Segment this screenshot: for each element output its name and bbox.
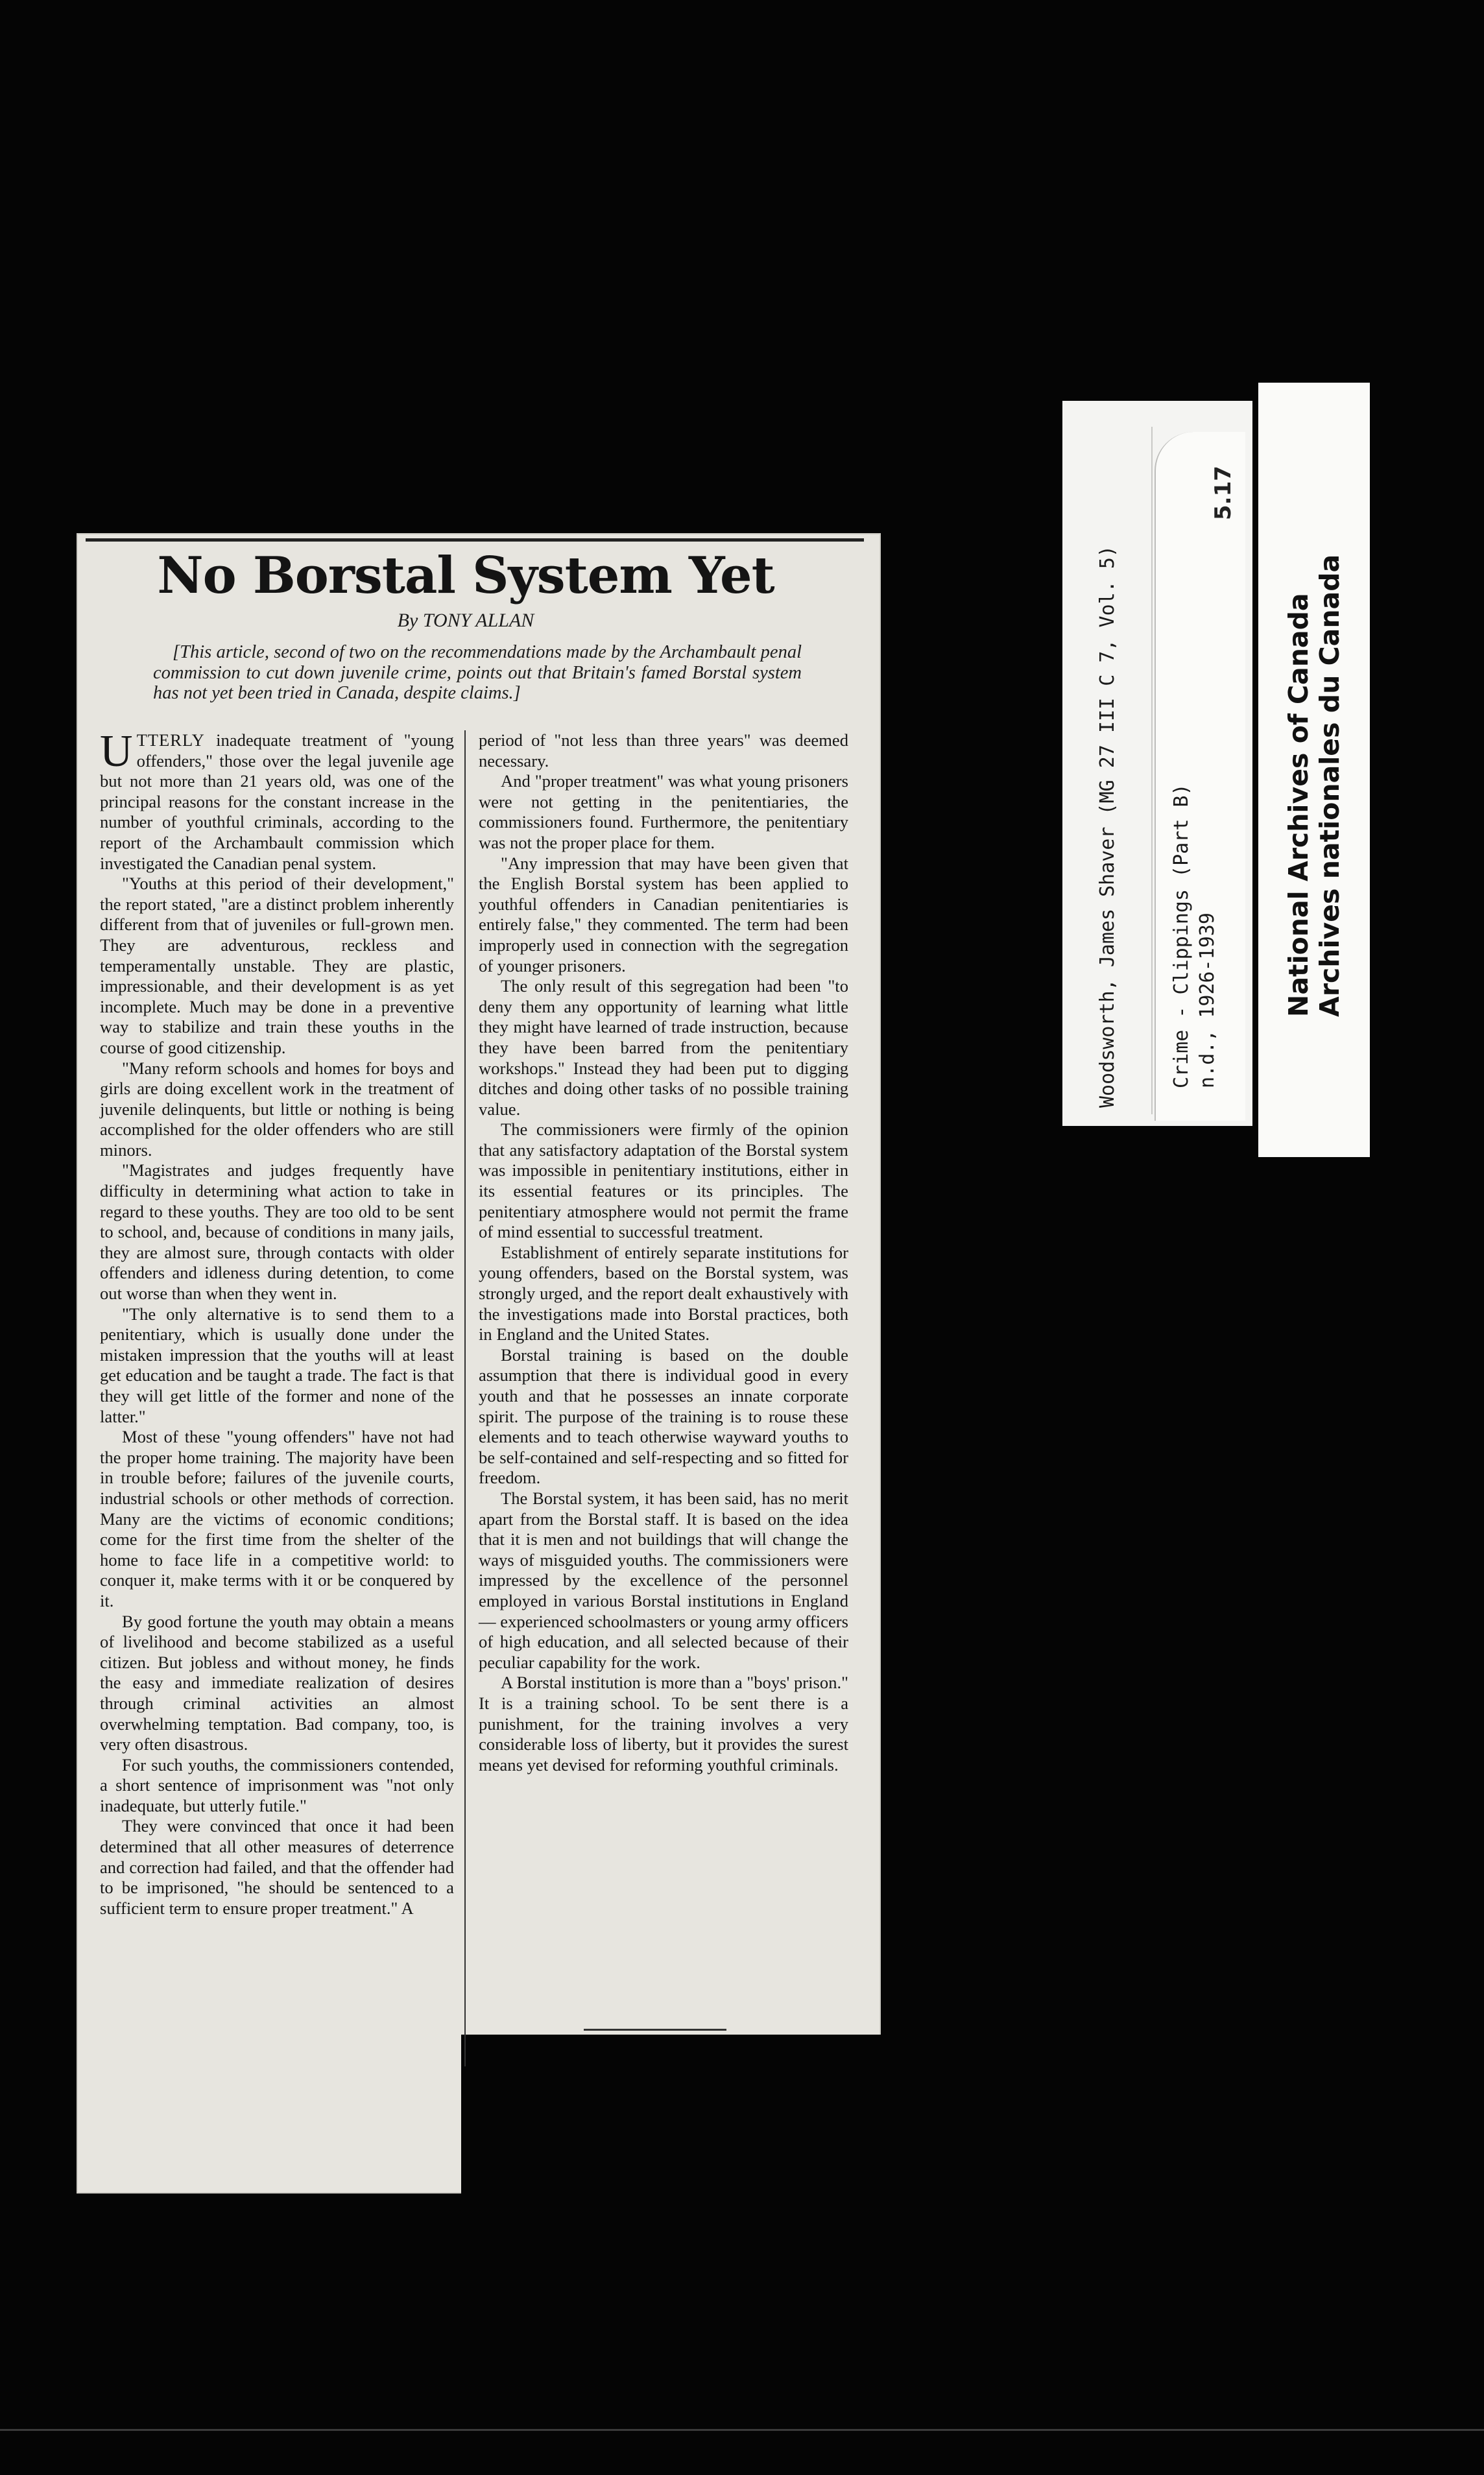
article-paragraph: "Youths at this period of their development," the report stated, "are a distinct problem inherently different from that of juveniles or full-grown men. They are adventurous, reckless and temperamentally unstable. They are plastic, impressionable, and their development is as yet incomplete. Much may be done in a preventive way to stabilize and train these youths in the course of good citizenship. [100, 874, 454, 1057]
article-paragraph: "The only alternative is to send them to a penitentiary, which is usually done under the mistaken impression that the youths will at least get education and be taught a trade. The fact is that they will get little of the former and none of the latter." [100, 1304, 454, 1426]
series-description [1169, 634, 1221, 1088]
article-paragraph: The Borstal system, it has been said, has no merit apart from the Borstal staff. It is based on the idea that it is men and not buildings that will change the ways of misguided youths. The commissioners were impressed by the excellence of the personnel employed in various Borstal institutions in England — experienced schoolmasters or young army officers of high education, and all selected because of their peculiar capability for the work. [479, 1488, 848, 1672]
column-rule [464, 730, 466, 2066]
article-column-1 [100, 726, 454, 1919]
article-paragraph: Establishment of entirely separate institutions for young offenders, based on the Borstal system, was strongly urged, and the report dealt exhaustively with the investigations made into Borstal practices, both in England and the United States. [479, 1242, 848, 1345]
drop-cap: U [100, 726, 133, 776]
institution-card [1258, 383, 1370, 1157]
article-headline: No Borstal System Yet [157, 546, 774, 605]
scan-edge-line [0, 2429, 1484, 2431]
article-paragraph: The only result of this segregation had been "to deny them any opportunity of learning what little they might have learned of trade instruction, because they have been barred from the penitentiary workshops." Instead they had been put to digging ditches and doing other tasks of no possible training value. [479, 976, 848, 1119]
article-paragraph: "Many reform schools and homes for boys and girls are doing excellent work in the treatment of juvenile delinquents, but little or nothing is being accomplished for the older offenders who are still minors. [100, 1058, 454, 1160]
article-deck: [This article, second of two on the recommendations made by the Archambault penal commission to cut down juvenile crime, points out that Britain's famed Borstal system has not yet been tried in Canada, despite claims.] [153, 642, 802, 703]
article-byline: By TONY ALLAN [397, 610, 534, 631]
article-paragraph: Borstal training is based on the double assumption that there is individual good in every youth and that he possesses an innate corporate spirit. The purpose of the training is to rouse these elements and to teach otherwise wayward youths to be self-contained and self-respecting and so fitted for freedom. [479, 1345, 848, 1488]
article-paragraph: A Borstal institution is more than a "boys' prison." It is a training school. To be sent there is a punishment, for the training involves a very considerable loss of liberty, but it provides the surest means yet devised for reforming youthful criminals. [479, 1673, 848, 1775]
article-paragraph: "Any impression that may have been given that the English Borstal system has been applied to youthful offenders in Canadian penitentiaries is entirely false," they commented. The term had been improperly used in connection with the segregation of younger prisoners. [479, 853, 848, 975]
article-paragraph: They were convinced that once it had been determined that all other measures of deterrence and correction had failed, and that the offender had to be imprisoned, "he should be sentenced to a sufficient term to ensure proper treatment." A [100, 1816, 454, 1918]
institution-name-fr: Archives nationales du Canada [1314, 554, 1345, 1017]
series-title: Crime - Clippings (Part B) [1170, 783, 1193, 1088]
article-paragraph: By good fortune the youth may obtain a means of livelihood and become stabilized as a useful citizen. But jobless and without money, he finds the easy and immediate realization of desires through criminal activities an almost overwhelming temptation. Bad company, too, is very often disastrous. [100, 1611, 454, 1754]
clipping-cutout [461, 2035, 891, 2202]
article-paragraph: The commissioners were firmly of the opinion that any satisfactory adaptation of the Borstal system was impossible in penitentiary institutions, either in its essential features or its principles. The penitentiary atmosphere would not permit the frame of mind essential to successful treatment. [479, 1119, 848, 1242]
series-dates: n.d., 1926-1939 [1196, 913, 1219, 1088]
top-rule [86, 538, 864, 542]
article-paragraph: For such youths, the commissioners contended, a short sentence of imprisonment was "not only inadequate, but utterly futile." [100, 1754, 454, 1815]
archive-reference-card [1062, 401, 1252, 1126]
article-column-2 [479, 730, 848, 1775]
article-paragraph: "Magistrates and judges frequently have difficulty in determining what action to take in regard to these youths. They are too old to be sent to school, and, because of conditions in many jails, they are almost sure, through contacts with older offenders and idleness during detention, to come out worse than when they went in. [100, 1160, 454, 1304]
lead-in: TTERLY [136, 730, 205, 750]
item-number: 5.17 [1210, 466, 1236, 520]
article-paragraph [100, 726, 454, 874]
article-paragraph: And "proper treatment" was what young prisoners were not getting in the penitentiaries, the commissioners found. Furthermore, the penitentiary was not the proper place for them. [479, 771, 848, 852]
institution-name [1283, 555, 1345, 1017]
article-paragraph: Most of these "young offenders" have not had the proper home training. The majority have been in trouble before; failures of the juvenile courts, industrial schools or other methods of correction. Many are the victims of economic conditions; come for the first time from the shelter of the home to face life in a competitive world: to conquer it, make terms with it or be conquered by it. [100, 1427, 454, 1610]
end-rule [584, 2029, 726, 2031]
institution-name-en: National Archives of Canada [1283, 593, 1314, 1017]
fonds-reference: Woodsworth, James Shaver (MG 27 III C 7, Vol. 5) [1096, 545, 1119, 1108]
paragraph-text: inadequate treatment of "young offenders," those over the legal juvenile age but not more than 21 years old, was one of the principal reasons for the constant increase in the number of youthful criminals, according to the report of the Archambault commission which investigated the Canadian penal system. [100, 730, 454, 873]
newspaper-clipping [77, 533, 881, 2194]
article-paragraph: period of "not less than three years" was deemed necessary. [479, 730, 848, 771]
card-divider [1151, 427, 1153, 1114]
